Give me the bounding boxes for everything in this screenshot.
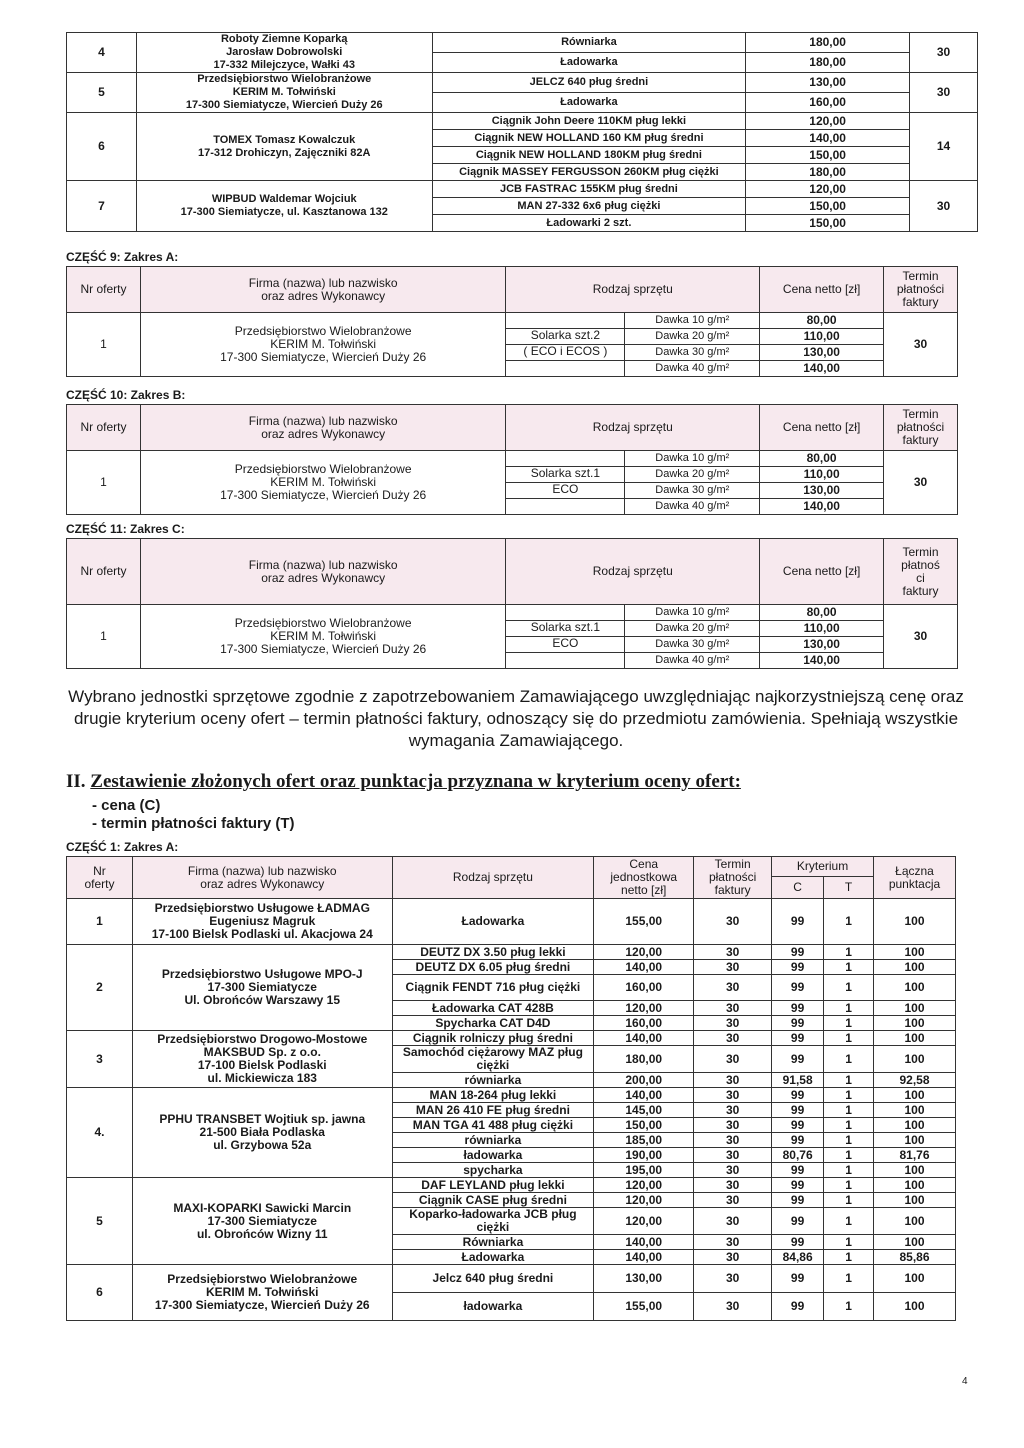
unit-price: 140,00 <box>594 1235 694 1250</box>
part-label: CZĘŚĆ 9: Zakres A: <box>66 250 179 264</box>
equipment: Ładowarka CAT 428B <box>392 1001 594 1016</box>
h-criterion: Kryterium <box>772 857 874 877</box>
score-c: 99 <box>772 945 824 960</box>
total-score: 100 <box>874 1118 956 1133</box>
contractor: Roboty Ziemne Koparką Jarosław Dobrowolski 17-332 Milejczyce, Wałki 43 <box>136 33 432 73</box>
price: 130,00 <box>746 73 910 93</box>
score-t: 1 <box>824 1016 874 1031</box>
equipment: MAN 26 410 FE pług średni <box>392 1103 594 1118</box>
score-t: 1 <box>824 1178 874 1193</box>
equipment: MAN TGA 41 488 pług ciężki <box>392 1118 594 1133</box>
equipment-cell <box>506 499 760 515</box>
contractor: MAXI-KOPARKI Sawicki Marcin 17-300 Siemiatycze ul. Obrońców Wizny 11 <box>132 1178 392 1265</box>
equipment: ładowarka <box>392 1148 594 1163</box>
score-t: 1 <box>824 960 874 975</box>
offer-number: 3 <box>67 1031 133 1088</box>
score-t: 1 <box>824 1088 874 1103</box>
offer-number: 4 <box>67 33 137 73</box>
h-firm: Firma (nazwa) lub nazwisko oraz adres Wykonawcy <box>132 857 392 899</box>
score-c: 99 <box>772 1031 824 1046</box>
h-t: T <box>824 877 874 899</box>
total-score: 100 <box>874 1235 956 1250</box>
score-c: 99 <box>772 1001 824 1016</box>
price: 150,00 <box>746 147 910 164</box>
price: 130,00 <box>760 345 884 361</box>
h-term: Termin płatności faktury <box>884 267 958 313</box>
equipment-cell <box>506 621 760 637</box>
price: 120,00 <box>746 113 910 130</box>
payment-term: 30 <box>694 960 772 975</box>
offer-number: 1 <box>67 899 133 945</box>
score-c: 99 <box>772 975 824 1001</box>
price: 80,00 <box>760 451 884 467</box>
score-t: 1 <box>824 1163 874 1178</box>
score-t: 1 <box>824 1118 874 1133</box>
payment-term: 30 <box>694 1046 772 1073</box>
h-price: Cena netto [zł] <box>760 267 884 313</box>
equipment-variant: ( ECO i ECOS ) <box>523 344 608 358</box>
h-c: C <box>772 877 824 899</box>
score-t: 1 <box>824 1103 874 1118</box>
criterion-payment-term: - termin płatności faktury (T) <box>92 815 295 832</box>
section-heading <box>66 771 741 793</box>
price: 180,00 <box>746 33 910 53</box>
equipment-cell <box>506 361 760 377</box>
equipment: Koparko-ładowarka JCB pług ciężki <box>392 1208 594 1235</box>
table-row <box>67 113 978 130</box>
payment-term: 30 <box>884 313 958 377</box>
equipment: DEUTZ DX 3.50 pług lekki <box>392 945 594 960</box>
total-score: 100 <box>874 1016 956 1031</box>
equipment: Ładowarka <box>432 93 746 113</box>
equipment: JELCZ 640 pług średni <box>432 73 746 93</box>
payment-term: 30 <box>694 975 772 1001</box>
total-score: 100 <box>874 1133 956 1148</box>
unit-price: 120,00 <box>594 945 694 960</box>
equipment: DAF LEYLAND pług lekki <box>392 1178 594 1193</box>
equipment: Jelcz 640 pług średni <box>392 1265 594 1293</box>
payment-term: 30 <box>910 181 978 232</box>
payment-term: 30 <box>694 1235 772 1250</box>
score-c: 99 <box>772 1163 824 1178</box>
equipment-cell <box>506 467 760 483</box>
unit-price: 160,00 <box>594 1016 694 1031</box>
unit-price: 140,00 <box>594 1088 694 1103</box>
offer-number: 1 <box>67 313 141 377</box>
offer-number: 6 <box>67 1265 133 1321</box>
part-table <box>66 266 958 377</box>
score-c: 99 <box>772 1103 824 1118</box>
equipment: spycharka <box>392 1163 594 1178</box>
score-t: 1 <box>824 945 874 960</box>
continued-offers-table <box>66 32 978 232</box>
h-equip: Rodzaj sprzętu <box>506 267 760 313</box>
score-t: 1 <box>824 1133 874 1148</box>
score-c: 99 <box>772 1178 824 1193</box>
unit-price: 120,00 <box>594 1001 694 1016</box>
total-score: 81,76 <box>874 1148 956 1163</box>
table-row <box>67 1031 956 1046</box>
unit-price: 120,00 <box>594 1208 694 1235</box>
equipment: Ciągnik NEW HOLLAND 160 KM pług średni <box>432 130 746 147</box>
offer-number: 1 <box>67 605 141 669</box>
score-c: 99 <box>772 960 824 975</box>
total-score: 100 <box>874 1088 956 1103</box>
section-title: Zestawienie złożonych ofert oraz punktacja przyznana w kryterium oceny ofert: <box>90 771 741 792</box>
equipment: Równiarka <box>392 1235 594 1250</box>
unit-price: 155,00 <box>594 899 694 945</box>
contractor: Przedsiębiorstwo Usługowe ŁADMAG Eugeniusz Magruk 17-100 Bielsk Podlaski ul. Akacjowa 24 <box>132 899 392 945</box>
equipment-cell <box>506 653 760 669</box>
total-score: 92,58 <box>874 1073 956 1088</box>
equipment: Ciągnik rolniczy pług średni <box>392 1031 594 1046</box>
unit-price: 140,00 <box>594 960 694 975</box>
contractor: Przedsiębiorstwo Wielobranżowe KERIM M. Tołwiński 17-300 Siemiatycze, Wiercień Duży 26 <box>140 451 505 515</box>
equipment: MAN 27-332 6x6 pług ciężki <box>432 198 746 215</box>
total-score: 100 <box>874 960 956 975</box>
criterion-price: - cena (C) <box>92 797 161 814</box>
equipment: Spycharka CAT D4D <box>392 1016 594 1031</box>
equipment-cell <box>506 451 760 467</box>
score-c: 99 <box>772 1088 824 1103</box>
price: 140,00 <box>760 653 884 669</box>
unit-price: 120,00 <box>594 1178 694 1193</box>
dose: Dawka 30 g/m² <box>655 638 730 650</box>
header-row <box>67 405 958 451</box>
equipment: Ciągnik FENDT 716 pług ciężki <box>392 975 594 1001</box>
dose: Dawka 10 g/m² <box>655 606 730 618</box>
score-c: 99 <box>772 1293 824 1321</box>
h-term: Termin płatności faktury <box>884 405 958 451</box>
equipment-name: Solarka szt.1 <box>530 466 601 480</box>
score-c: 99 <box>772 1118 824 1133</box>
dose-row <box>67 313 958 329</box>
price: 110,00 <box>760 329 884 345</box>
total-score: 100 <box>874 1001 956 1016</box>
score-t: 1 <box>824 1031 874 1046</box>
equipment-cell <box>506 313 760 329</box>
part-table <box>66 404 958 515</box>
total-score: 100 <box>874 1103 956 1118</box>
score-t: 1 <box>824 1193 874 1208</box>
offer-number: 7 <box>67 181 137 232</box>
equipment: równiarka <box>392 1133 594 1148</box>
score-c: 99 <box>772 1133 824 1148</box>
payment-term: 30 <box>694 1148 772 1163</box>
h-firm: Firma (nazwa) lub nazwisko oraz adres Wykonawcy <box>140 539 505 605</box>
section-numeral: II. <box>66 771 86 792</box>
equipment-name: Solarka szt.2 <box>530 328 601 342</box>
h-term: Termin płatności faktury <box>694 857 772 899</box>
payment-term: 30 <box>694 1208 772 1235</box>
unit-price: 180,00 <box>594 1046 694 1073</box>
payment-term: 30 <box>694 1250 772 1265</box>
total-score: 100 <box>874 1031 956 1046</box>
contractor: TOMEX Tomasz Kowalczuk 17-312 Drohiczyn, Zajęczniki 82A <box>136 113 432 181</box>
unit-price: 140,00 <box>594 1031 694 1046</box>
score-c: 99 <box>772 1265 824 1293</box>
table-row <box>67 1088 956 1103</box>
h-price: Cena netto [zł] <box>760 405 884 451</box>
table-row <box>67 73 978 93</box>
h-nr: Nr oferty <box>67 267 141 313</box>
score-t: 1 <box>824 1293 874 1321</box>
score-c: 99 <box>772 1235 824 1250</box>
equipment: Równiarka <box>432 33 746 53</box>
equipment: JCB FASTRAC 155KM pług średni <box>432 181 746 198</box>
unit-price: 140,00 <box>594 1250 694 1265</box>
payment-term: 30 <box>694 1293 772 1321</box>
payment-term: 30 <box>694 1001 772 1016</box>
score-t: 1 <box>824 1001 874 1016</box>
unit-price: 120,00 <box>594 1193 694 1208</box>
contractor: Przedsiębiorstwo Wielobranżowe KERIM M. Tołwiński 17-300 Siemiatycze, Wiercień Duży 26 <box>136 73 432 113</box>
part-label: CZĘŚĆ 11: Zakres C: <box>66 522 185 536</box>
score-t: 1 <box>824 1250 874 1265</box>
score-c: 91,58 <box>772 1073 824 1088</box>
score-t: 1 <box>824 1073 874 1088</box>
score-c: 99 <box>772 1016 824 1031</box>
price: 130,00 <box>760 637 884 653</box>
table-row <box>67 945 956 960</box>
table-row <box>67 1178 956 1193</box>
equipment: Ciągnik MASSEY FERGUSSON 260KM pług ciężki <box>432 164 746 181</box>
unit-price: 150,00 <box>594 1118 694 1133</box>
contractor: Przedsiębiorstwo Usługowe MPO-J 17-300 Siemiatycze Ul. Obrońców Warszawy 15 <box>132 945 392 1031</box>
part1-label: CZĘŚĆ 1: Zakres A: <box>66 840 179 854</box>
price: 110,00 <box>760 467 884 483</box>
dose: Dawka 20 g/m² <box>655 622 730 634</box>
equipment: Ciągnik CASE pług średni <box>392 1193 594 1208</box>
payment-term: 30 <box>910 73 978 113</box>
total-score: 100 <box>874 1208 956 1235</box>
total-score: 100 <box>874 1178 956 1193</box>
unit-price: 185,00 <box>594 1133 694 1148</box>
equipment: Samochód ciężarowy MAZ pług ciężki <box>392 1046 594 1073</box>
price: 150,00 <box>746 198 910 215</box>
offer-number: 6 <box>67 113 137 181</box>
part1-scoring-table <box>66 856 956 1321</box>
price: 110,00 <box>760 621 884 637</box>
header-row <box>67 539 958 605</box>
payment-term: 30 <box>694 1163 772 1178</box>
price: 80,00 <box>760 605 884 621</box>
dose: Dawka 40 g/m² <box>655 654 730 666</box>
price: 130,00 <box>760 483 884 499</box>
payment-term: 30 <box>694 1073 772 1088</box>
table-row <box>67 33 978 53</box>
dose: Dawka 40 g/m² <box>655 362 730 374</box>
total-score: 100 <box>874 1046 956 1073</box>
equipment-cell <box>506 329 760 345</box>
total-score: 100 <box>874 945 956 960</box>
score-c: 80,76 <box>772 1148 824 1163</box>
table-row <box>67 181 978 198</box>
payment-term: 30 <box>694 945 772 960</box>
price: 140,00 <box>760 499 884 515</box>
dose: Dawka 30 g/m² <box>655 346 730 358</box>
payment-term: 30 <box>694 1178 772 1193</box>
unit-price: 160,00 <box>594 975 694 1001</box>
equipment-cell <box>506 637 760 653</box>
payment-term: 30 <box>694 1193 772 1208</box>
score-t: 1 <box>824 899 874 945</box>
price: 150,00 <box>746 215 910 232</box>
payment-term: 30 <box>694 1088 772 1103</box>
offer-number: 2 <box>67 945 133 1031</box>
equipment-name: Solarka szt.1 <box>530 620 601 634</box>
equipment: Ciągnik John Deere 110KM pług lekki <box>432 113 746 130</box>
equipment-variant: ECO <box>552 636 579 650</box>
contractor: Przedsiębiorstwo Wielobranżowe KERIM M. Tołwiński 17-300 Siemiatycze, Wiercień Duży 26 <box>140 605 505 669</box>
dose: Dawka 40 g/m² <box>655 500 730 512</box>
dose-row <box>67 451 958 467</box>
equipment: Ciągnik NEW HOLLAND 180KM pług średni <box>432 147 746 164</box>
score-t: 1 <box>824 1148 874 1163</box>
dose-row <box>67 605 958 621</box>
h-equip: Rodzaj sprzętu <box>506 539 760 605</box>
offer-number: 1 <box>67 451 141 515</box>
contractor: PPHU TRANSBET Wojtiuk sp. jawna 21-500 Biała Podlaska ul. Grzybowa 52a <box>132 1088 392 1178</box>
score-c: 99 <box>772 1046 824 1073</box>
equipment: DEUTZ DX 6.05 pług średni <box>392 960 594 975</box>
score-t: 1 <box>824 975 874 1001</box>
total-score: 100 <box>874 1293 956 1321</box>
price: 120,00 <box>746 181 910 198</box>
h-firm: Firma (nazwa) lub nazwisko oraz adres Wykonawcy <box>140 267 505 313</box>
h-price: Cena netto [zł] <box>760 539 884 605</box>
offer-number: 5 <box>67 1178 133 1265</box>
price: 80,00 <box>760 313 884 329</box>
h-equip: Rodzaj sprzętu <box>392 857 594 899</box>
equipment: Ładowarka <box>432 53 746 73</box>
contractor: Przedsiębiorstwo Wielobranżowe KERIM M. Tołwiński 17-300 Siemiatycze, Wiercień Duży 26 <box>132 1265 392 1321</box>
h-nr: Nr oferty <box>67 857 133 899</box>
unit-price: 195,00 <box>594 1163 694 1178</box>
dose: Dawka 20 g/m² <box>655 468 730 480</box>
score-t: 1 <box>824 1265 874 1293</box>
unit-price: 130,00 <box>594 1265 694 1293</box>
h-nr: Nr oferty <box>67 405 141 451</box>
score-t: 1 <box>824 1208 874 1235</box>
price: 160,00 <box>746 93 910 113</box>
part-table <box>66 538 958 669</box>
payment-term: 30 <box>694 1265 772 1293</box>
offer-number: 5 <box>67 73 137 113</box>
contractor: Przedsiębiorstwo Wielobranżowe KERIM M. Tołwiński 17-300 Siemiatycze, Wiercień Duży 26 <box>140 313 505 377</box>
contractor: Przedsiębiorstwo Drogowo-Mostowe MAKSBUD Sp. z o.o. 17-100 Bielsk Podlaski ul. Mickiewicza 183 <box>132 1031 392 1088</box>
equipment: Ładowarki 2 szt. <box>432 215 746 232</box>
table-row <box>67 1265 956 1293</box>
price: 180,00 <box>746 164 910 181</box>
unit-price: 145,00 <box>594 1103 694 1118</box>
payment-term: 30 <box>694 1016 772 1031</box>
total-score: 100 <box>874 899 956 945</box>
contractor: WIPBUD Waldemar Wojciuk 17-300 Siemiatycze, ul. Kasztanowa 132 <box>136 181 432 232</box>
dose: Dawka 10 g/m² <box>655 314 730 326</box>
h-price: Cena jednostkowa netto [zł] <box>594 857 694 899</box>
dose: Dawka 30 g/m² <box>655 484 730 496</box>
equipment-variant: ECO <box>552 482 579 496</box>
equipment: Ładowarka <box>392 1250 594 1265</box>
price: 140,00 <box>760 361 884 377</box>
score-t: 1 <box>824 1046 874 1073</box>
offer-number: 4. <box>67 1088 133 1178</box>
price: 180,00 <box>746 53 910 73</box>
header-row <box>67 267 958 313</box>
unit-price: 200,00 <box>594 1073 694 1088</box>
equipment: Ładowarka <box>392 899 594 945</box>
equipment-cell <box>506 605 760 621</box>
total-score: 100 <box>874 1163 956 1178</box>
total-score: 100 <box>874 1265 956 1293</box>
payment-term: 30 <box>694 899 772 945</box>
score-t: 1 <box>824 1235 874 1250</box>
price: 140,00 <box>746 130 910 147</box>
equipment: ładowarka <box>392 1293 594 1321</box>
payment-term: 30 <box>694 1103 772 1118</box>
table-row <box>67 899 956 945</box>
part-label: CZĘŚĆ 10: Zakres B: <box>66 388 186 402</box>
h-firm: Firma (nazwa) lub nazwisko oraz adres Wykonawcy <box>140 405 505 451</box>
h-total: Łączna punktacja <box>874 857 956 899</box>
total-score: 100 <box>874 975 956 1001</box>
unit-price: 190,00 <box>594 1148 694 1163</box>
equipment: MAN 18-264 pług lekki <box>392 1088 594 1103</box>
dose: Dawka 10 g/m² <box>655 452 730 464</box>
payment-term: 30 <box>884 451 958 515</box>
unit-price: 155,00 <box>594 1293 694 1321</box>
payment-term: 30 <box>910 33 978 73</box>
total-score: 100 <box>874 1193 956 1208</box>
payment-term: 30 <box>884 605 958 669</box>
payment-term: 14 <box>910 113 978 181</box>
total-score: 85,86 <box>874 1250 956 1265</box>
equipment-cell <box>506 345 760 361</box>
score-c: 99 <box>772 1193 824 1208</box>
equipment-cell <box>506 483 760 499</box>
score-c: 99 <box>772 1208 824 1235</box>
dose: Dawka 20 g/m² <box>655 330 730 342</box>
h-nr: Nr oferty <box>67 539 141 605</box>
payment-term: 30 <box>694 1118 772 1133</box>
score-c: 99 <box>772 899 824 945</box>
page-number: 4 <box>962 1376 968 1387</box>
payment-term: 30 <box>694 1031 772 1046</box>
selection-paragraph: Wybrano jednostki sprzętowe zgodnie z zapotrzebowaniem Zamawiającego uwzględniając najkorzystniejszą cenę oraz drugie kryterium oceny ofert – termin płatności faktury, odnoszący się do przedmiotu zamówienia. Spełniają wszystkie wymagania Zamawiającego. <box>68 687 964 750</box>
h-term: Termin płatnoś ci faktury <box>884 539 958 605</box>
payment-term: 30 <box>694 1133 772 1148</box>
equipment: równiarka <box>392 1073 594 1088</box>
score-c: 84,86 <box>772 1250 824 1265</box>
h-equip: Rodzaj sprzętu <box>506 405 760 451</box>
